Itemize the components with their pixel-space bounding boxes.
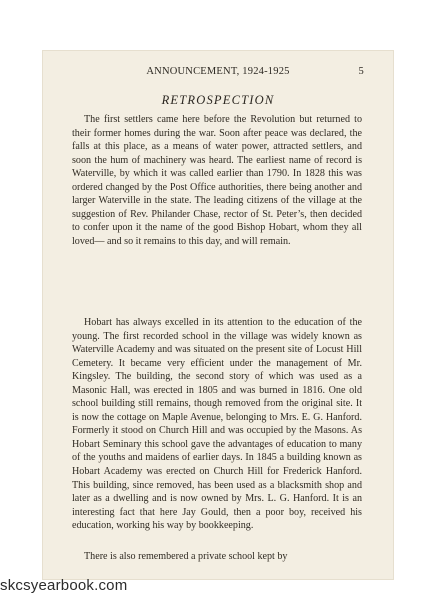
paragraph-text: Hobart has always excelled in its attention to the education of the young. The first recorded school in the village was widely known as Waterville Academy and was situated on the present site of Locust Hill Cemetery. It became very efficient under the management of Mr. Kingsley. The building, the second story of which was used as a Masonic Hall, was erected in 1805 and was burned in 1816. One old school building still remains, though removed from the original site. It is now the cottage on Maple Avenue, belonging to Mrs. E. G. Hanford. Formerly it stood on Church Hill and was occupied by the Masons. As Hobart Seminary this school gave the advantages of education to many of the youths and maidens of earlier days. In 1845 a building known as Hobart Academy was erected on Church Hill for Frederick Hanford. This building, since removed, has been used as a blacksmith shop and later as a dwelling and is now owned by Mrs. L. G. Hanford. It is an interesting fact that here Jay Gould, then a poor boy, received his education, working his way by bookkeeping. <box>72 317 362 532</box>
section-title: RETROSPECTION <box>161 93 275 107</box>
paragraph-education <box>72 316 362 533</box>
yearbook-page <box>42 50 394 580</box>
site-watermark: skcsyearbook.com <box>0 577 128 594</box>
paragraph-settlers <box>72 113 362 248</box>
paragraph-text: There is also remembered a private school kept by <box>84 551 288 562</box>
paragraph-text: The first settlers came here before the Revolution but returned to their former homes during the war. Soon after peace was declared, the falls at this place, as a means of water power, attracted settlers, and soon the hum of machinery was heard. The earliest name of record is Waterville, by which it was called earlier than 1790. In 1828 this was ordered changed by the Post Office authorities, there being another and larger Waterville in the state. The leading citizens of the village at the suggestion of Rev. Philander Chase, rector of St. Peter’s, then decided to confer upon it the name of the good Bishop Hobart, whom they all loved— and so it remains to this day, and will remain. <box>72 114 362 247</box>
paragraph-private-school <box>72 550 362 564</box>
running-head <box>72 66 364 80</box>
page-number: 5 <box>358 66 364 77</box>
running-title: ANNOUNCEMENT, 1924-1925 <box>146 66 290 77</box>
